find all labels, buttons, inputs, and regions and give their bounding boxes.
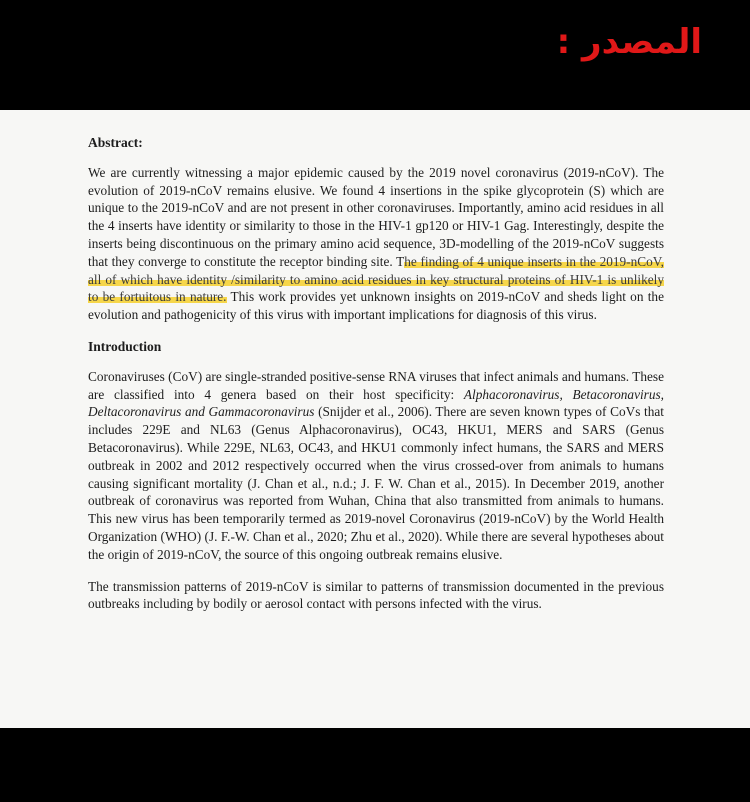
document-page <box>0 110 750 728</box>
abstract-text-before: We are currently witnessing a major epidemic caused by the 2019 novel coronavirus (2019-nCoV). The evolution of 2019-nCoV remains elusive. We found 4 insertions in the spike glycoprotein (S) which are unique to the 2019-nCoV and are not present in other coronaviruses. Importantly, amino acid residues in all the 4 inserts have identity or similarity to those in the HIV-1 gp120 or HIV-1 Gag. Interestingly, despite the inserts being discontinuous on the primary amino acid sequence, 3D-modelling of the 2019-nCoV suggests that they converge to constitute the receptor binding site. T <box>88 164 664 269</box>
abstract-heading: Abstract: <box>88 135 143 150</box>
document-body <box>88 134 664 623</box>
introduction-paragraph-1 <box>88 368 664 564</box>
introduction-heading: Introduction <box>88 338 162 354</box>
abstract-highlight: he finding of 4 unique inserts in the 2019-nCoV, all of which have identity /similarity to amino acid residues in key structural proteins of HIV-1 is unlikely to be fortuitous in nature. <box>88 253 664 305</box>
source-label: المصدر : <box>556 22 702 62</box>
intro-p1-text-a: Coronaviruses (CoV) are single-stranded positive-sense RNA viruses that infect animals and humans. These are classified into 4 genera based on their host specificity: <box>88 368 664 402</box>
intro-p1-genera: Alphacoronavirus, Betacoronavirus, Deltacoronavirus and Gammacoronavirus <box>88 386 664 420</box>
top-black-band <box>0 0 750 110</box>
bottom-black-band <box>0 728 750 802</box>
introduction-paragraph-2: The transmission patterns of 2019-nCoV is similar to patterns of transmission documented in the previous outbreaks including by bodily or aerosol contact with persons infected with the virus. <box>88 578 664 612</box>
abstract-paragraph <box>88 164 664 324</box>
abstract-text-after: This work provides yet unknown insights on 2019-nCoV and sheds light on the evolution and pathogenicity of this virus with important implications for diagnosis of this virus. <box>88 289 664 323</box>
intro-p1-text-b: (Snijder et al., 2006). There are seven known types of CoVs that includes 229E and NL63 (Genus Alphacoronavirus), OC43, HKU1, MERS and SARS (Genus Betacoronavirus). While 229E, NL63, OC43, and HKU1 commonly infect humans, the SARS and MERS outbreak in 2002 and 2012 respectively occurred when the virus crossed-over from animals to humans causing significant mortality (J. Chan et al., n.d.; J. F. W. Chan et al., 2015). In December 2019, another outbreak of coronavirus was reported from Wuhan, China that also transmitted from animals to humans. This new virus has been temporarily termed as 2019-novel Coronavirus (2019-nCoV) by the World Health Organization (WHO) (J. F.-W. Chan et al., 2020; Zhu et al., 2020). While there are several hypotheses about the origin of 2019-nCoV, the source of this ongoing outbreak remains elusive. <box>88 404 664 562</box>
